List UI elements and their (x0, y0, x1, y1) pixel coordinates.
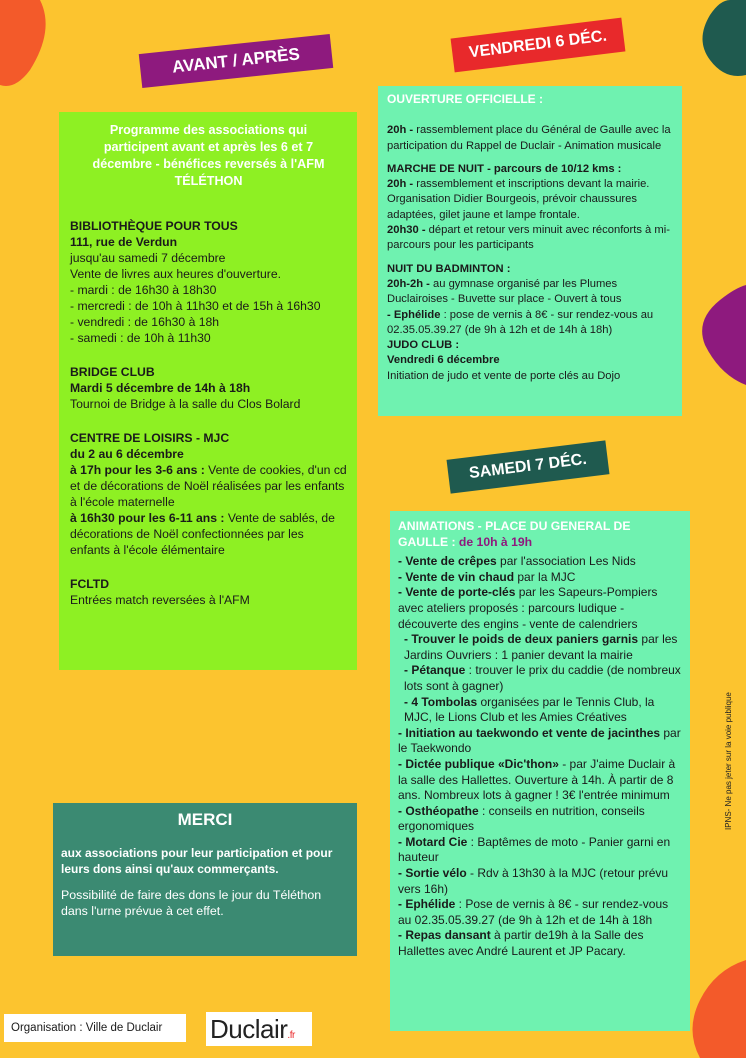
badminton-2-text: : pose de vernis à 8€ - sur rendez-vous au 02.35.05.39.27 (de 9h à 12h et de 14h à 18h) (387, 308, 654, 336)
merci-text: Possibilité de faire des dons le jour du Téléthon dans l'urne prévue à cet effet. (61, 888, 322, 918)
duclair-logo (206, 1012, 312, 1046)
marche-1-bold: 20h - (387, 178, 414, 191)
ipns-note (722, 640, 736, 840)
associations-intro: Programme des associations qui participent avant et après les 6 et 7 décembre - bénéfices reversés à l'AFM TÉLÉTHON (92, 123, 325, 188)
badminton-1-bold: 20h-2h - (387, 277, 430, 290)
biblio-line-3: - mardi : de 16h30 à 18h30 (70, 283, 217, 297)
merci-title: MERCI (177, 810, 233, 829)
mjc-p2-bold: à 16h30 pour les 6-11 ans : (70, 511, 225, 525)
animation-item-text: par le Taekwondo (398, 725, 681, 756)
mjc-paragraph-1 (70, 462, 347, 510)
bridge-date: Mardi 5 décembre de 14h à 18h (70, 381, 251, 395)
marche-title: MARCHE DE NUIT - parcours de 10/12 kms : (387, 162, 622, 175)
biblio-line-6: - samedi : de 10h à 11h30 (70, 331, 211, 345)
biblio-title: BIBLIOTHÈQUE POUR TOUS (70, 219, 238, 233)
animation-item-title: - Trouver le poids de deux paniers garnis (404, 632, 639, 647)
animation-item (398, 726, 682, 757)
animation-item-text: par l'association Les Nids (496, 554, 636, 569)
animation-item (398, 632, 682, 663)
animations-header-time: de 10h à 19h (455, 534, 533, 549)
ouverture-text: rassemblement place du Général de Gaulle avec la participation du Rappel de Duclair - Animation musicale (387, 124, 671, 152)
animation-item (398, 585, 682, 632)
biblio-line-5: - vendredi : de 16h30 à 18h (70, 315, 220, 329)
badminton-block (387, 262, 673, 338)
animation-item (398, 866, 682, 897)
mjc-p1-text: Vente de cookies, d'un cd et de décorations de Noël réalisées par les enfants à l'école maternelle (70, 463, 347, 509)
animation-item-text: - Rdv à 13h30 à la MJC (retour prévu vers 16h) (398, 866, 669, 896)
vendredi-panel (378, 86, 682, 416)
animation-item-text: : conseils en nutrition, conseils ergonomiques (398, 803, 645, 834)
judo-block (387, 338, 673, 384)
badminton-1-text: au gymnase organisé par les Plumes Duclairoises - Buvette sur place - Ouvert à tous (387, 277, 622, 306)
animation-item-title: - Vente de crêpes (398, 554, 497, 569)
animation-item-text: : Baptêmes de moto - Panier garni en hauteur (398, 834, 671, 865)
badminton-title: NUIT DU BADMINTON : (387, 262, 511, 275)
biblio-line-4: - mercredi : de 10h à 11h30 et de 15h à 16h30 (70, 299, 321, 313)
animation-item (398, 804, 682, 835)
animation-item-title: - Ephélide (398, 897, 456, 912)
mjc-date: du 2 au 6 décembre (70, 447, 184, 461)
red-blob-top-left-shape (0, 0, 60, 90)
mjc-paragraph-2 (70, 510, 347, 558)
animation-item-title: - Initiation au taekwondo et vente de jacinthes (398, 725, 661, 740)
fcltd-text: Entrées match reversées à l'AFM (70, 593, 250, 607)
animation-item (398, 757, 682, 804)
avant-apres-tag-text: AVANT / APRÈS (171, 44, 301, 77)
animation-item-title: - Vente de vin chaud (398, 569, 515, 584)
marche-line-1 (387, 177, 673, 223)
animation-item-title: - Pétanque (404, 663, 466, 678)
mjc-section (70, 430, 347, 558)
avant-apres-tag (139, 34, 334, 88)
marche-1-text: rassemblement et inscriptions devant la mairie. Organisation Didier Bourgeois, prévoir chaussures adaptées, gilet jaune et lampe frontale. (387, 178, 650, 221)
samedi-tag-text: SAMEDI 7 DÉC. (468, 450, 588, 483)
duclair-logo-suffix: .fr (287, 1030, 295, 1041)
animation-item-text: par les Sapeurs-Pompiers avec ateliers proposés : parcours ludique - découverte des engins - vente de calendriers (398, 585, 658, 631)
judo-title: JUDO CLUB : (387, 339, 460, 352)
animation-item (398, 928, 682, 959)
marche-2-text: départ et retour vers minuit avec réconforts à mi-parcours pour les participants (387, 224, 670, 252)
footer-organisation-text: Organisation : Ville de Duclair (11, 1022, 163, 1034)
marche-2-bold: 20h30 - (387, 224, 426, 237)
badminton-2-bold: - Ephélide (387, 308, 441, 321)
bridge-title: BRIDGE CLUB (70, 365, 155, 379)
animation-item-title: - Vente de porte-clés (398, 585, 516, 600)
fcltd-section (70, 576, 347, 608)
animation-item (398, 554, 682, 570)
purple-blob-right-shape (690, 285, 746, 385)
animation-item-text: à partir de19h à la Salle des Hallettes avec André Laurent et JP Pacary. (398, 928, 644, 959)
animations-header-text: ANIMATIONS - PLACE DU GENERAL DE GAULLE : (398, 519, 631, 549)
biblio-line-2: Vente de livres aux heures d'ouverture. (70, 267, 281, 281)
animation-item-title: - Motard Cie (398, 834, 468, 849)
animation-item (398, 695, 682, 726)
animation-item-title: - Repas dansant (398, 928, 491, 943)
animation-item-text: : Pose de vernis à 8€ - sur rendez-vous au 02.35.05.39.27 (de 9h à 12h et de 14h à 18h (398, 897, 669, 927)
animation-item-title: - Dictée publique «Dic'thon» (398, 756, 559, 771)
teal-blob-top-right-shape (690, 0, 746, 80)
animation-item-text: organisées par le Tennis Club, la MJC, le Lions Club et les Amies Créatives (404, 694, 655, 725)
vendredi-tag (451, 18, 626, 73)
animation-item-text: : trouver le prix du caddie (de nombreux lots sont à gagner) (404, 663, 681, 693)
ouverture-block (387, 123, 673, 154)
animation-item-text: - par J'aime Duclair à la salle des Hallettes. Ouverture à 14h. À partir de 8 ans. Nombreux lots à gagner ! 3€ l'entrée minimum (398, 756, 676, 803)
merci-bold-text: aux associations pour leur participation et pour leurs dons ainsi qu'aux commerçants. (61, 846, 333, 876)
bridge-section (70, 364, 347, 412)
animation-item-title: - 4 Tombolas (404, 694, 478, 709)
animation-item-title: - Sortie vélo (398, 866, 467, 881)
marche-block (387, 162, 673, 254)
badminton-line-2 (387, 308, 673, 339)
animation-item (398, 897, 682, 928)
animation-item-title: - Osthéopathe (398, 803, 479, 818)
biblio-section (70, 218, 347, 346)
samedi-panel (390, 511, 690, 1031)
animation-item (398, 835, 682, 866)
biblio-address: 111, rue de Verdun (70, 235, 178, 249)
merci-panel (53, 803, 357, 956)
biblio-line-1: jusqu'au samedi 7 décembre (70, 251, 226, 265)
mjc-p2-text: Vente de sablés, de décorations de Noël confectionnées par les enfants à l'école élémentaire (70, 511, 335, 557)
fcltd-title: FCLTD (70, 577, 110, 591)
animations-list (398, 554, 682, 959)
samedi-tag (447, 440, 610, 493)
mjc-title: CENTRE DE LOISIRS - MJC (70, 431, 230, 445)
ipns-note-text: IPNS- Ne pas jeter sur la voie publique (724, 692, 733, 830)
animation-item (398, 663, 682, 694)
judo-date: Vendredi 6 décembre (387, 354, 500, 367)
duclair-logo-text: Duclair (210, 1014, 288, 1044)
animation-item (398, 570, 682, 586)
marche-line-2 (387, 223, 673, 254)
bridge-text: Tournoi de Bridge à la salle du Clos Bolard (70, 397, 301, 411)
animation-item-text: par la MJC (514, 569, 576, 584)
footer-organisation (4, 1014, 186, 1042)
judo-text: Initiation de judo et vente de porte clés au Dojo (387, 369, 621, 382)
badminton-line-1 (387, 277, 673, 308)
vendredi-tag-text: VENDREDI 6 DÉC. (468, 27, 608, 62)
mjc-p1-bold: à 17h pour les 3-6 ans : (70, 463, 205, 477)
animation-item-text: par les Jardins Ouvriers : 1 panier devant la mairie (404, 632, 678, 662)
ouverture-time: 20h - (387, 124, 414, 137)
animations-header (398, 519, 682, 550)
associations-panel (59, 112, 357, 670)
ouverture-header: OUVERTURE OFFICIELLE : (387, 92, 543, 106)
